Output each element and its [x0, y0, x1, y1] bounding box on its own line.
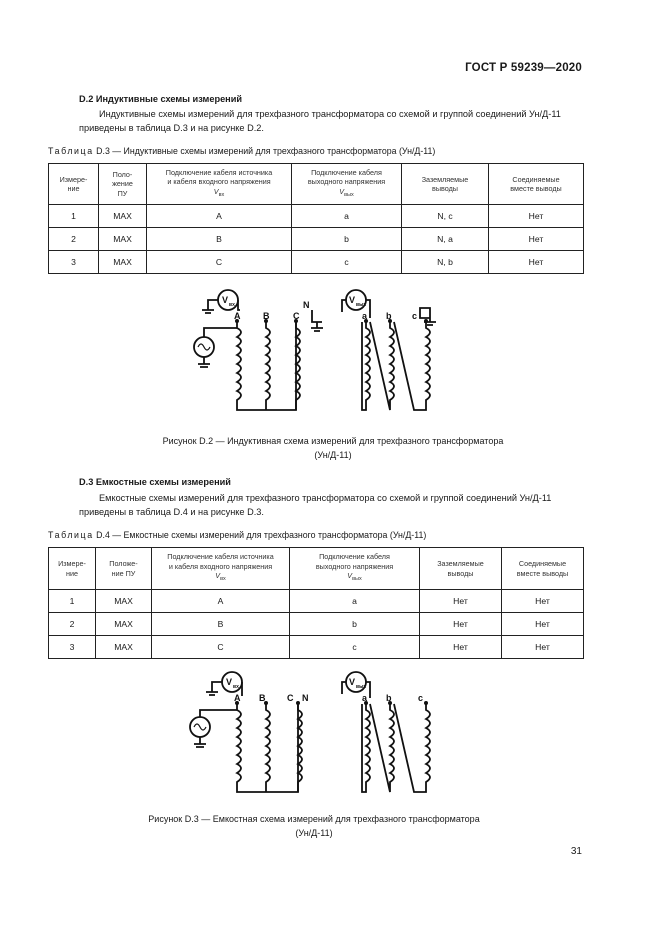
primary-winding-b: [266, 704, 270, 792]
vin-sub: вх: [233, 684, 239, 690]
figure-d3-caption-line1: Рисунок D.3 — Емкостная схема измерений для трехфазного трансформатора: [148, 814, 480, 824]
table-d4-header-joined: Соединяемые вместе выводы: [502, 548, 584, 590]
section-d3-heading: D.3 Емкостные схемы измерений: [79, 477, 231, 487]
table-d3-caption-label: Таблица: [48, 146, 94, 156]
secondary-winding-c: [394, 322, 430, 410]
table-cell: Нет: [489, 205, 584, 228]
primary-winding-a: [237, 322, 296, 410]
table-d4-header-output-connection: Подключение кабеля выходного напряжения $V_{вых}$: [290, 548, 420, 590]
table-cell: 1: [49, 590, 96, 613]
table-cell: Нет: [489, 251, 584, 274]
table-d3-header-output-connection: Подключение кабеля выходного напряжения $V_{вых}$: [292, 164, 402, 205]
vout-sub: вых: [356, 684, 367, 690]
table-row: [49, 590, 584, 613]
vout-sub: вых: [356, 302, 367, 308]
table-cell: Нет: [489, 228, 584, 251]
secondary-winding-c: [394, 704, 430, 792]
table-d3-header-grounded: Заземляемые выводы: [402, 164, 489, 205]
label-B: B: [259, 693, 266, 703]
figure-d3-caption-line2: (Ун/Д-11): [295, 828, 333, 838]
table-d4-header-grounded: Заземляемые выводы: [420, 548, 502, 590]
table-cell: a: [292, 205, 402, 228]
table-cell: C: [152, 636, 290, 659]
table-row: [49, 636, 584, 659]
table-cell: MAX: [99, 205, 147, 228]
label-b: b: [386, 311, 392, 321]
table-cell: Нет: [420, 636, 502, 659]
label-C: C: [293, 311, 300, 321]
section-d2-intro-line1: Индуктивные схемы измерений для трехфазного трансформатора со схемой и группой соединений Ун/Д-11: [99, 109, 561, 119]
vin-label: V: [226, 677, 233, 687]
table-cell: b: [290, 613, 420, 636]
table-d4-caption: [48, 530, 426, 540]
table-cell: 3: [49, 636, 96, 659]
table-d4-header-position: Положе- ние ПУ: [96, 548, 152, 590]
ground-icon: [420, 308, 436, 325]
table-row: [49, 228, 584, 251]
table-cell: A: [147, 205, 292, 228]
label-A: A: [234, 311, 241, 321]
table-cell: MAX: [96, 636, 152, 659]
table-cell: Нет: [502, 613, 584, 636]
table-d3-caption: [48, 146, 435, 156]
table-cell: A: [152, 590, 290, 613]
section-d2-intro-line2: приведены в таблица D.3 и на рисунке D.2.: [79, 123, 264, 133]
section-d3-intro: [79, 491, 587, 519]
table-cell: b: [292, 228, 402, 251]
table-d4-caption-text: D.4 — Емкостные схемы измерений для трехфазного трансформатора (Ун/Д-11): [96, 530, 427, 540]
label-N: N: [303, 300, 310, 310]
table-d3: [48, 163, 584, 274]
table-cell: MAX: [96, 613, 152, 636]
label-N: N: [302, 693, 309, 703]
section-d2-heading: D.2 Индуктивные схемы измерений: [79, 94, 243, 104]
table-cell: MAX: [96, 590, 152, 613]
table-cell: 1: [49, 205, 99, 228]
table-cell: N, b: [402, 251, 489, 274]
table-d3-caption-text: D.3 — Индуктивные схемы измерений для трехфазного трансформатора (Ун/Д-11): [96, 146, 436, 156]
label-B: B: [263, 311, 270, 321]
secondary-winding-a: [362, 322, 370, 410]
table-cell: Нет: [502, 590, 584, 613]
page-number: 31: [570, 846, 582, 857]
table-cell: a: [290, 590, 420, 613]
label-C: C: [287, 693, 294, 703]
table-cell: 2: [49, 613, 96, 636]
table-cell: Нет: [502, 636, 584, 659]
table-cell: MAX: [99, 251, 147, 274]
figure-d3-diagram: [180, 668, 460, 808]
table-d4-header-row: [49, 548, 584, 590]
label-b: b: [386, 693, 392, 703]
table-cell: N, c: [402, 205, 489, 228]
section-d3-intro-line1: Емкостные схемы измерений для трехфазного трансформатора со схемой и группой соединений Ун/Д-11: [99, 493, 552, 503]
table-cell: Нет: [420, 590, 502, 613]
vin-label: V: [222, 295, 229, 305]
table-cell: N, a: [402, 228, 489, 251]
figure-d2-caption-line1: Рисунок D.2 — Индуктивная схема измерений для трехфазного трансформатора: [162, 436, 504, 446]
table-row: [49, 205, 584, 228]
figure-d2-caption-line2: (Ун/Д-11): [314, 450, 352, 460]
table-d3-header-input-connection: Подключение кабеля источника и кабеля входного напряжения $V_{вх}$: [147, 164, 292, 205]
table-cell: MAX: [99, 228, 147, 251]
table-d4-caption-label: Таблица: [48, 530, 94, 540]
table-cell: B: [147, 228, 292, 251]
table-cell: 2: [49, 228, 99, 251]
table-d4-header-input-connection: Подключение кабеля источника и кабеля входного напряжения $V_{вх}$: [152, 548, 290, 590]
table-cell: Нет: [420, 613, 502, 636]
neutral-ground-icon: [311, 310, 323, 331]
table-row: [49, 613, 584, 636]
table-d4-header-measurement: Измере- ние: [49, 548, 96, 590]
secondary-winding-b: [370, 322, 394, 410]
table-cell: c: [290, 636, 420, 659]
table-d3-header-position: Поло- жение ПУ: [99, 164, 147, 205]
vout-label: V: [349, 295, 356, 305]
table-d3-header-row: [49, 164, 584, 205]
secondary-winding-a: [362, 704, 370, 792]
vout-label: V: [349, 677, 356, 687]
table-cell: 3: [49, 251, 99, 274]
section-d2-intro: [79, 107, 587, 135]
document-code: ГОСТ Р 59239—2020: [465, 62, 582, 74]
figure-d2-diagram: [180, 288, 480, 428]
secondary-winding-b: [370, 704, 394, 792]
table-d3-header-joined: Соединяемые вместе выводы: [489, 164, 584, 205]
figure-d2-caption: [79, 434, 587, 462]
table-cell: C: [147, 251, 292, 274]
label-a: a: [362, 693, 368, 703]
label-a: a: [362, 311, 368, 321]
label-c: c: [418, 693, 424, 703]
vin-sub: вх: [229, 302, 235, 308]
figure-d3-caption: [60, 812, 568, 840]
table-cell: B: [152, 613, 290, 636]
label-c: c: [412, 311, 418, 321]
label-A: A: [234, 693, 241, 703]
table-row: [49, 251, 584, 274]
primary-winding-b: [266, 322, 270, 410]
table-d4: [48, 547, 584, 659]
table-cell: c: [292, 251, 402, 274]
table-d3-header-measurement: Измере- ние: [49, 164, 99, 205]
section-d3-intro-line2: приведены в таблица D.4 и на рисунке D.3.: [79, 507, 264, 517]
